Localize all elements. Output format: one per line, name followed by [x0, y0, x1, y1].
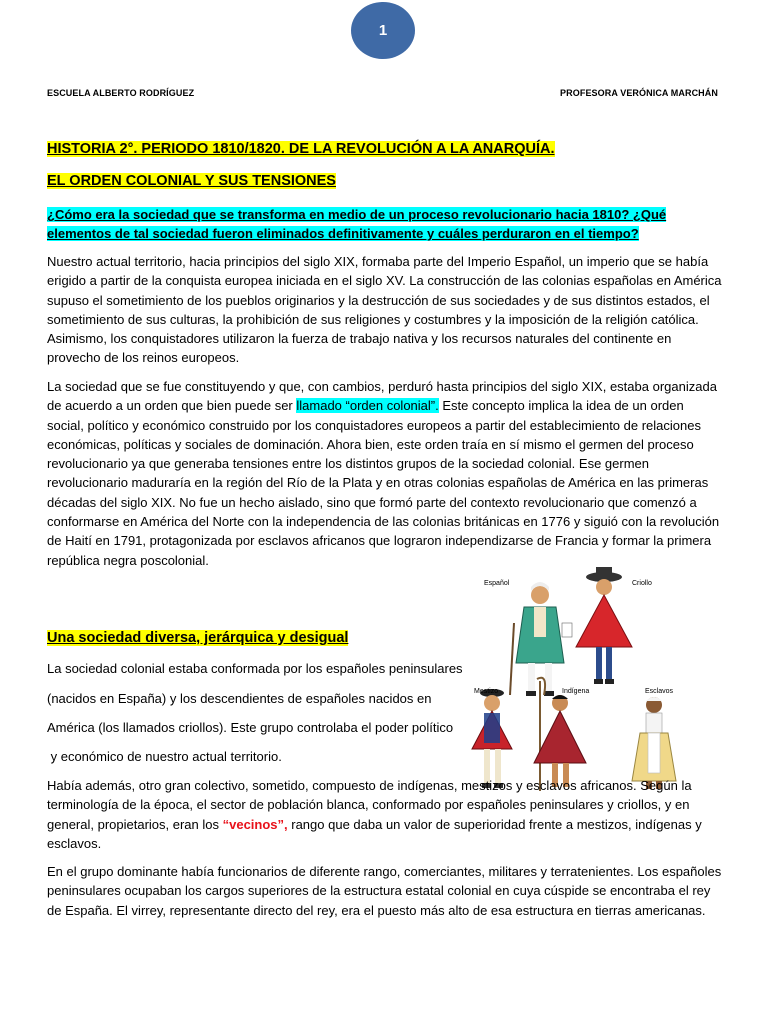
paragraph-2-end: Este concepto implica la idea de un orden social, político y económico construido por los conquistadores europeos a partir del establecimiento de relaciones económicas, políticas y sociales de dominación. Ahora bien, este orden traía en sí mismo el germen del proceso revolucionario ya que generaba tensiones entre los distintos grupos de la sociedad colonial. Ese germen revolucionario maduraría en la región del Río de la Plata y en otras colonias españolas de América en las primeras décadas del siglo XIX. No fue un hecho aislado, sino que formó parte del contexto revolucionario que comenzó a conformarse en América del Norte con la independencia de las colonias británicas en 1776 y siguió con la revolución de Haití en 1791, protagonizada por esclavos africanos que lograron independizarse de Francia y formar la primera república negra poscolonial.: [47, 398, 720, 568]
label-espanol: Español: [484, 580, 510, 587]
paragraph-1: Nuestro actual territorio, hacia principios del siglo XIX, formaba parte del Imperio Español, un imperio que se había erigido a partir de la conquista europea iniciada en el siglo XV. La construcción de las colonias españolas en América supuso el sometimiento de los pueblos originarios y la destrucción de sus sociedades y de sus distintos estados, el sometimiento de sus culturas, la prohibición de sus religiones y costumbres y la imposición de la religión católica. Asimismo, los conquistadores utilizaron la fuerza de trabajo nativa y los recursos naturales del continente en provecho de los reinos europeos.: [47, 254, 722, 366]
short-line-4: y económico de nuestro actual territorio.: [47, 749, 282, 764]
colonial-society-illustration: [440, 563, 696, 803]
section-2-title-text: Una sociedad diversa, jerárquica y desigual: [47, 630, 349, 646]
guiding-question: [47, 205, 727, 243]
vecinos-term: “vecinos”,: [222, 816, 288, 832]
main-title: [47, 141, 555, 157]
school-name: ESCUELA ALBERTO RODRÍGUEZ: [47, 88, 195, 98]
label-indigena: Indígena: [562, 688, 590, 695]
main-title-text: HISTORIA 2°. PERIODO 1810/1820. DE LA REVOLUCIÓN A LA ANARQUÍA.: [47, 141, 555, 157]
short-line-3: América (los llamados criollos). Este grupo controlaba el poder político: [47, 720, 454, 735]
subtitle: [47, 173, 336, 189]
orden-colonial-highlight: llamado “orden colonial”.: [296, 398, 439, 414]
label-mestizo: Mestizo: [474, 688, 499, 695]
page-number-badge: 1: [351, 2, 415, 59]
question-line-1: ¿Cómo era la sociedad que se transforma en medio de un proceso revolucionario hacia 1810? ¿Qué: [47, 207, 667, 222]
label-esclavos: Esclavos: [645, 688, 674, 695]
label-criollo: Criollo: [632, 580, 652, 587]
teacher-name: PROFESORA VERÓNICA MARCHÁN: [560, 88, 718, 98]
espanol-figure: [510, 582, 572, 696]
paragraph-3-start: Había además, otro gran colectivo, sometido, compuesto de indígenas, mestizos y esclavos africanos. Según la terminología de la época, el sector de población blanca, conformado por españoles peninsulares y criollos, y en general, propietarios, eran los: [47, 778, 692, 832]
paragraph-4: En el grupo dominante había funcionarios de diferente rango, comerciantes, militares y terratenientes. Los españoles peninsulares ocupaban los cargos superiores de la estructura estatal colonial en cuya cúspide se encontraba el rey de España. El virrey, representante directo del rey, era el puesto más alto de esa estructura en tierras americanas.: [47, 864, 722, 918]
paragraph-2-start: La sociedad que se fue constituyendo y que, con cambios, perduró hasta principios del siglo XIX, estaba organizada de acuerdo a un orden que bien puede ser: [47, 379, 717, 414]
paragraph-3-end: rango que daba un valor de superioridad frente a mestizos, indígenas y esclavos.: [47, 816, 702, 851]
criollo-figure: [576, 567, 632, 684]
paragraph-2: [47, 377, 723, 570]
short-line-1: La sociedad colonial estaba conformada por los españoles peninsulares: [47, 661, 463, 676]
subtitle-text: EL ORDEN COLONIAL Y SUS TENSIONES: [47, 173, 336, 189]
question-line-2: elementos de tal sociedad fueron eliminados definitivamente y cuáles perduraron en el tiempo?: [47, 226, 639, 241]
short-line-2: (nacidos en España) y los descendientes de españoles nacidos en: [47, 691, 432, 706]
paragraph-3: [47, 776, 723, 853]
mestizo-figure: [472, 689, 512, 788]
section-2-title: [47, 630, 348, 646]
